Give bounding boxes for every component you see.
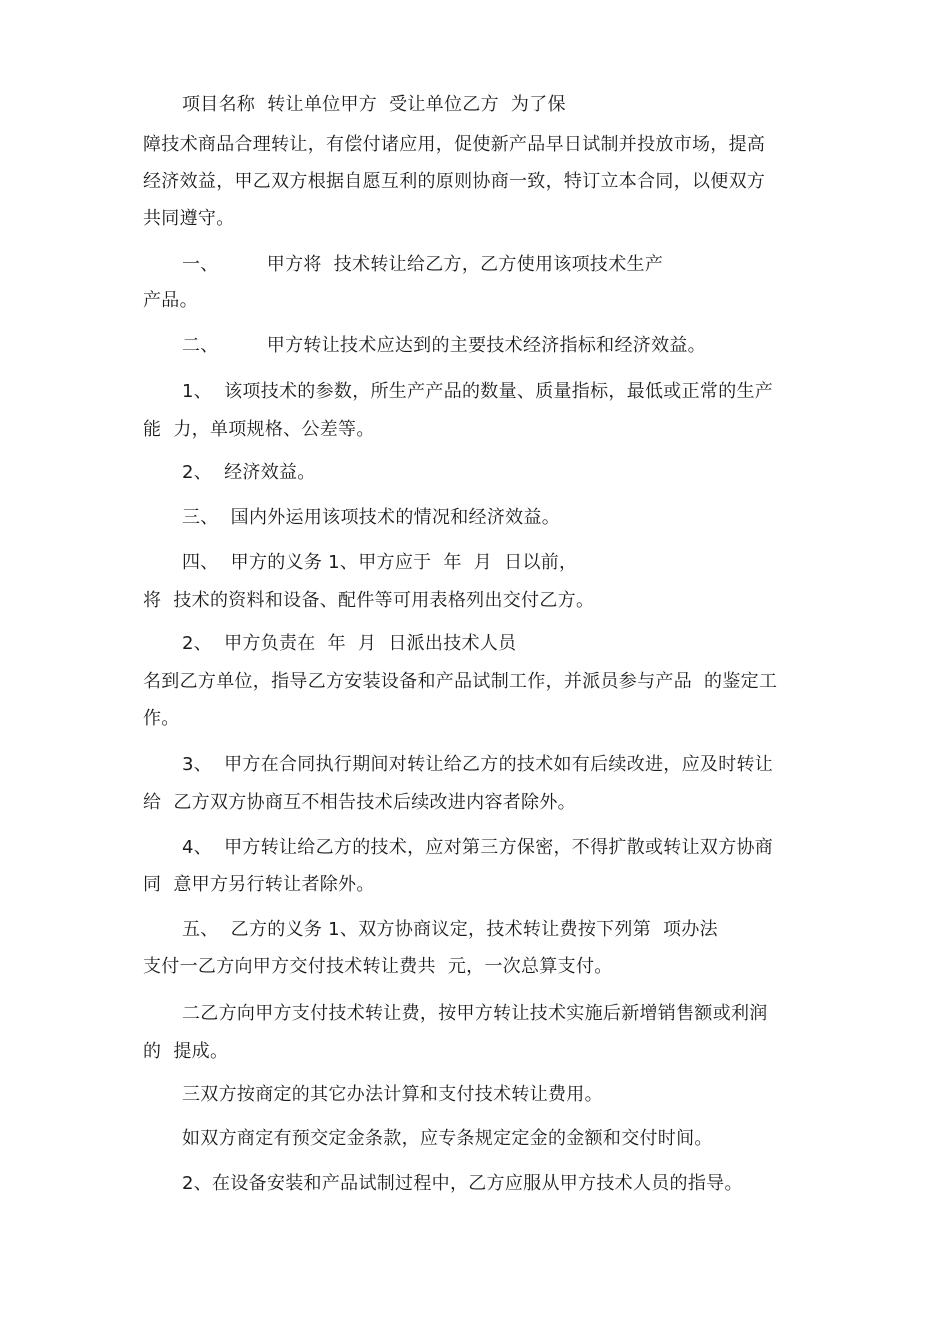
text-line: 作。	[143, 708, 180, 729]
section-heading: 五、 乙方的义务 1、双方协商议定，技术转让费按下列第 项办法	[182, 919, 718, 940]
text-line: 能 力，单项规格、公差等。	[143, 419, 375, 440]
text-line: 同 意甲方另行转让者除外。	[143, 874, 375, 895]
text-line: 的 提成。	[143, 1041, 229, 1062]
text-line: 支付一乙方向甲方交付技术转让费共 元，一次总算支付。	[143, 956, 613, 977]
text-line: 项目名称 转让单位甲方 受让单位乙方 为了保	[182, 94, 566, 115]
text-line: 产品。	[143, 290, 198, 311]
text-line: 1、 该项技术的参数，所生产产品的数量、质量指标，最低或正常的生产	[182, 381, 774, 402]
section-heading: 一、 甲方将 技术转让给乙方，乙方使用该项技术生产	[182, 254, 664, 275]
text-line: 二乙方向甲方支付技术转让费，按甲方转让技术实施后新增销售额或利润	[182, 1003, 768, 1024]
text-line: 共同遵守。	[143, 208, 235, 229]
section-heading: 四、 甲方的义务 1、甲方应于 年 月 日以前，	[182, 552, 578, 573]
text-line: 经济效益，甲乙双方根据自愿互利的原则协商一致，特订立本合同，以便双方	[143, 171, 766, 192]
text-line: 2、 经济效益。	[182, 462, 316, 483]
text-line: 名到乙方单位，指导乙方安装设备和产品试制工作，并派员参与产品 的鉴定工	[143, 671, 778, 692]
text-line: 2、 甲方负责在 年 月 日派出技术人员	[182, 633, 517, 654]
text-line: 2、在设备安装和产品试制过程中，乙方应服从甲方技术人员的指导。	[182, 1173, 743, 1194]
text-line: 3、 甲方在合同执行期间对转让给乙方的技术如有后续改进，应及时转让	[182, 754, 774, 775]
text-line: 将 技术的资料和设备、配件等可用表格列出交付乙方。	[143, 590, 595, 611]
text-line: 障技术商品合理转让，有偿付诸应用，促使新产品早日试制并投放市场，提高	[143, 134, 766, 155]
text-line: 三双方按商定的其它办法计算和支付技术转让费用。	[182, 1084, 603, 1105]
text-line: 4、 甲方转让给乙方的技术，应对第三方保密，不得扩散或转让双方协商	[182, 837, 774, 858]
text-line: 如双方商定有预交定金条款，应专条规定定金的金额和交付时间。	[182, 1128, 713, 1149]
section-heading: 二、 甲方转让技术应达到的主要技术经济指标和经济效益。	[182, 335, 706, 356]
section-heading: 三、 国内外运用该项技术的情况和经济效益。	[182, 507, 561, 528]
text-line: 给 乙方双方协商互不相告技术后续改进内容者除外。	[143, 792, 576, 813]
